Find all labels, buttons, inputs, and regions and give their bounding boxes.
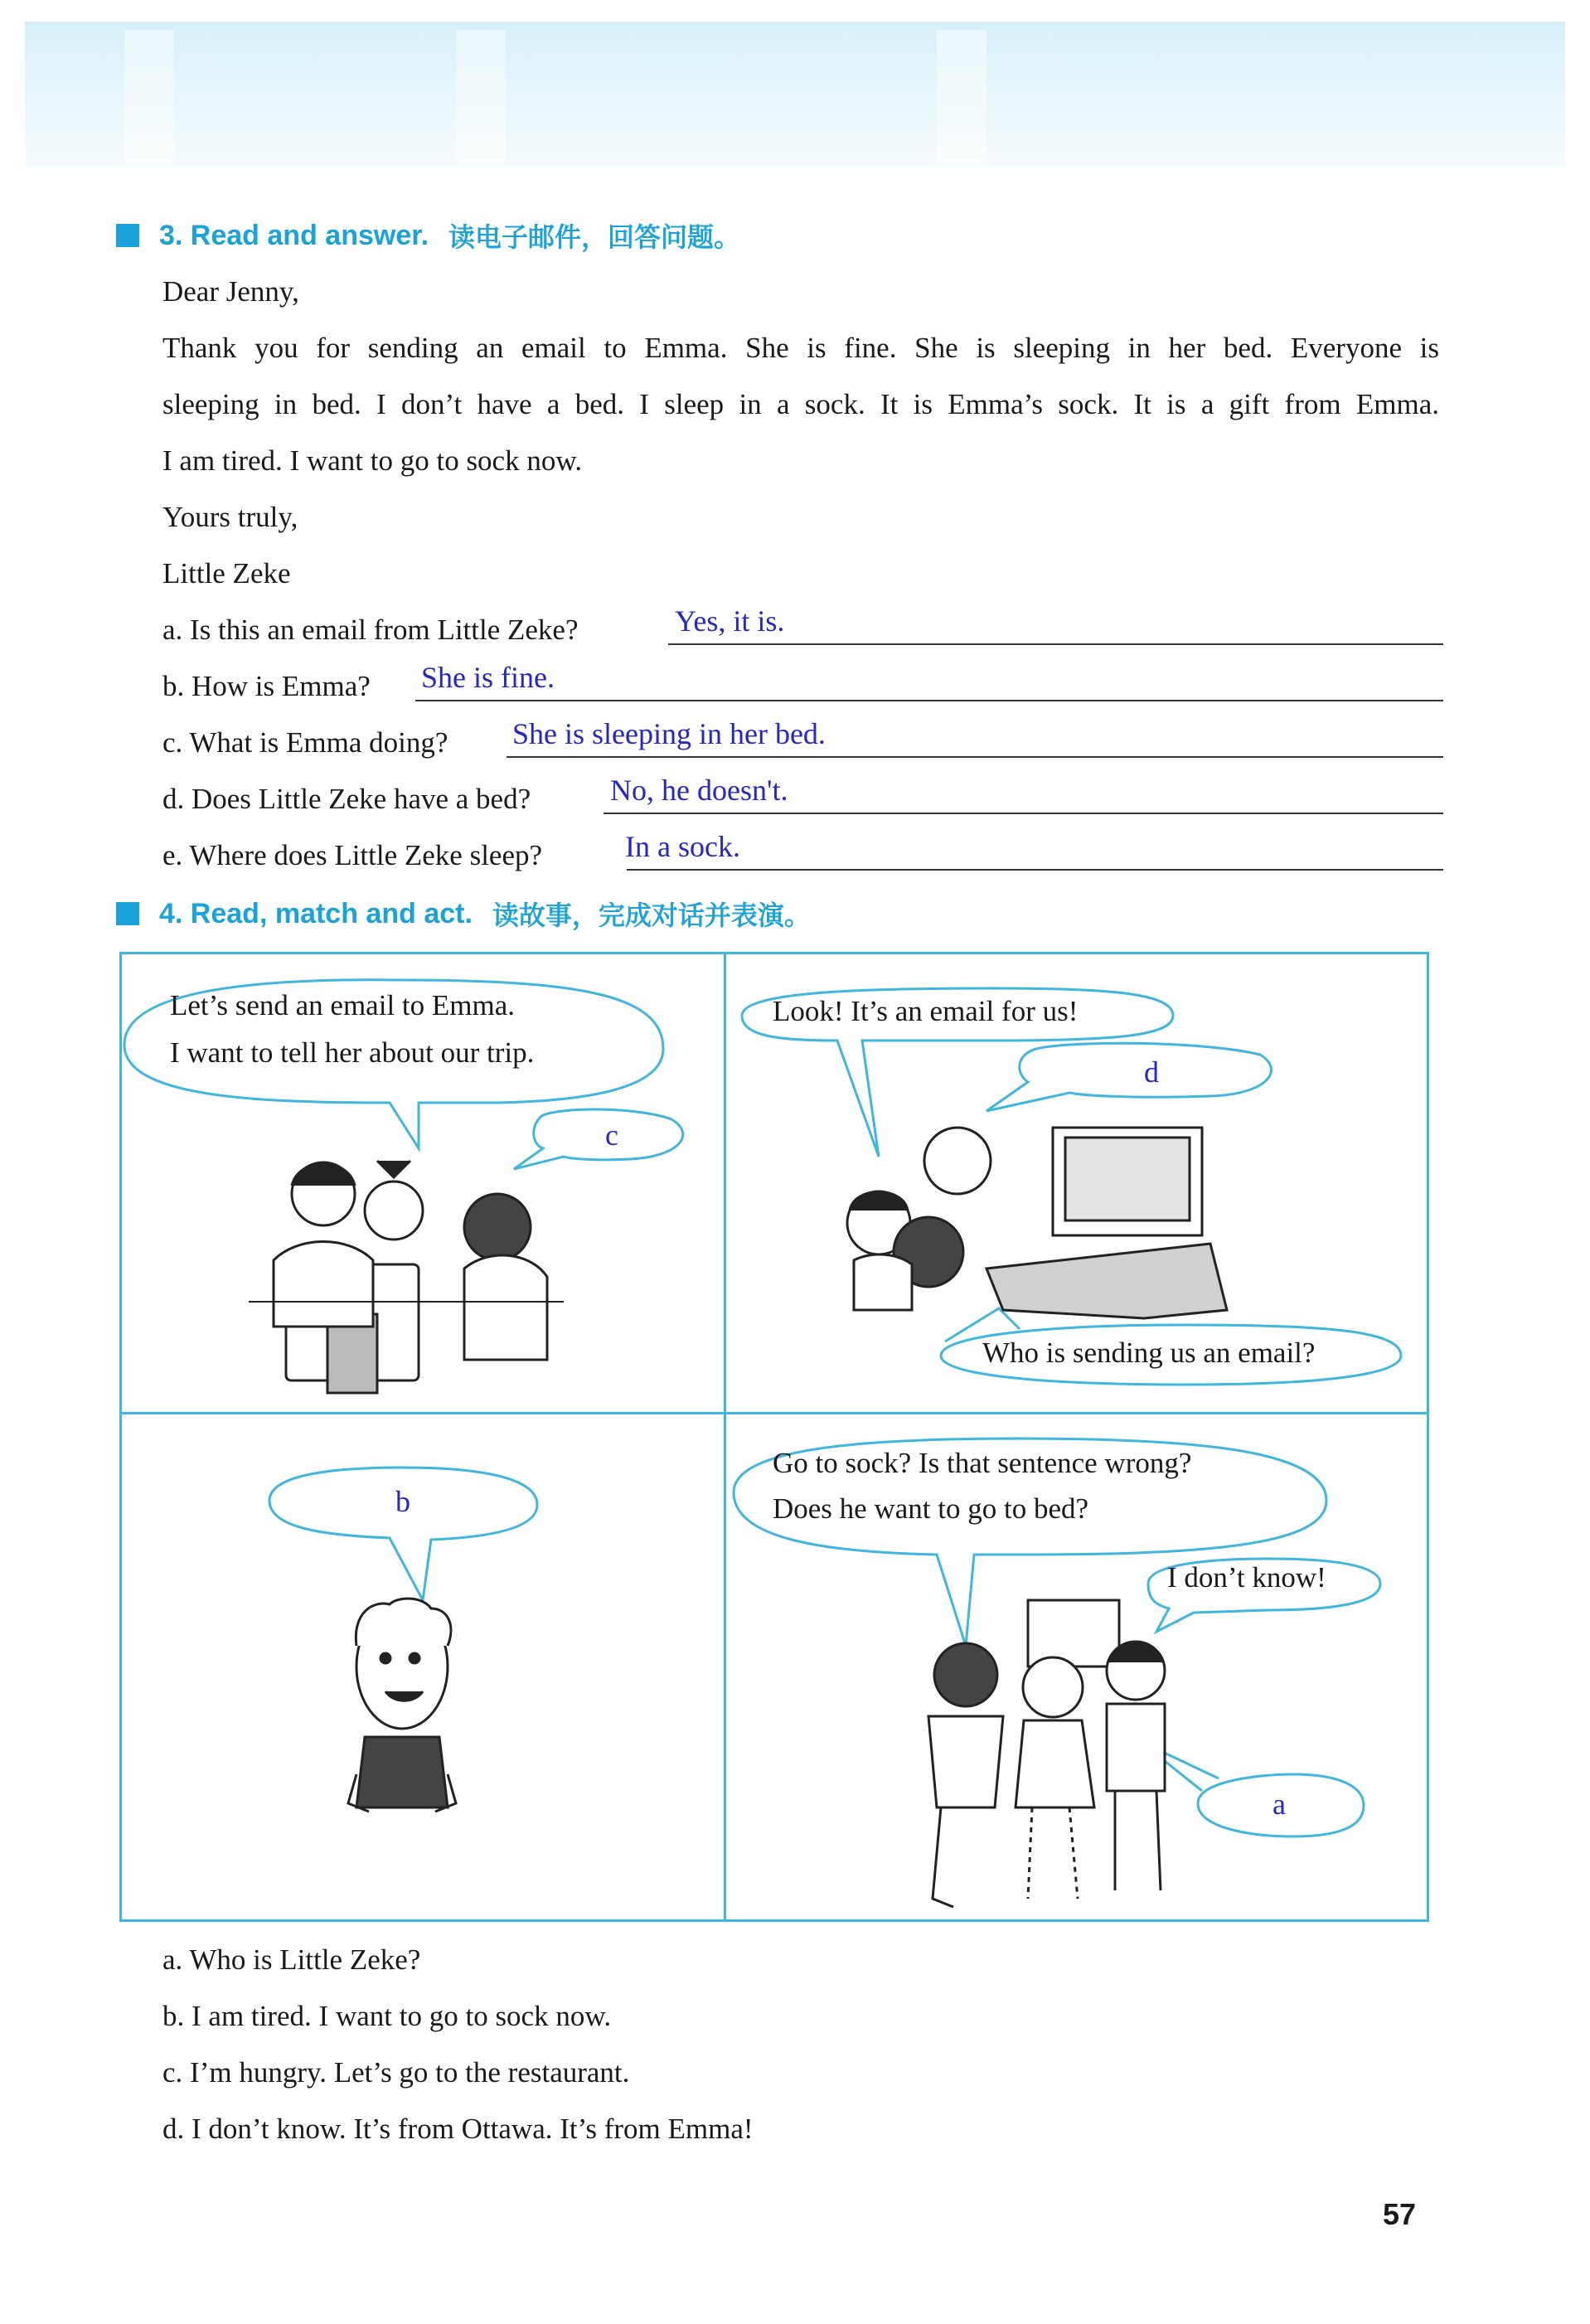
email-body-line-2: sleeping in bed. I don’t have a bed. I sleep in a sock. It is Emma’s sock. It is a gift from Emma. (162, 388, 1439, 420)
panel2-bubble-top: Look! It’s an email for us! (773, 995, 1079, 1027)
page-number: 57 (1383, 2197, 1417, 2231)
panel2-answer-letter: d (1144, 1055, 1159, 1089)
speech-bubble-panel2-answer (986, 1043, 1272, 1111)
panel1-bubble-line2: I want to tell her about our trip. (170, 1036, 535, 1069)
answer-text: No, he doesn't. (610, 774, 788, 807)
question-text: c. What is Emma doing? (162, 726, 448, 759)
email-signature: Little Zeke (162, 557, 291, 589)
section-4-title: 4. Read, match and act. (159, 897, 473, 929)
three-friends-illustration (928, 1600, 1165, 1907)
panel1-answer-letter: c (605, 1118, 618, 1152)
option-d: d. I don’t know. It’s from Ottawa. It’s from Emma! (162, 2113, 754, 2145)
email-body-line-3: I am tired. I want to go to sock now. (162, 444, 583, 477)
little-zeke-illustration (348, 1599, 456, 1812)
option-b: b. I am tired. I want to go to sock now. (162, 2000, 612, 2032)
email-closing: Yours truly, (162, 501, 298, 533)
panel4-answer-letter: a (1272, 1788, 1286, 1821)
question-text: a. Is this an email from Little Zeke? (162, 614, 579, 646)
panel4-bubble-line2: Does he want to go to bed? (773, 1492, 1089, 1525)
option-a: a. Who is Little Zeke? (162, 1943, 421, 1976)
kids-reading-email-illustration (847, 1128, 1227, 1318)
answer-text: Yes, it is. (675, 604, 785, 638)
panel4-bubble-right: I don’t know! (1167, 1561, 1326, 1594)
kids-at-computer-illustration (249, 1161, 564, 1393)
panel1-bubble-line1: Let’s send an email to Emma. (170, 989, 516, 1021)
option-c: c. I’m hungry. Let’s go to the restaurant. (162, 2056, 630, 2089)
question-text: d. Does Little Zeke have a bed? (162, 783, 531, 815)
section-3-title: 3. Read and answer. (159, 219, 429, 251)
email-greeting: Dear Jenny, (162, 275, 299, 308)
answer-text: She is fine. (421, 661, 555, 694)
panel4-bubble-line1: Go to sock? Is that sentence wrong? (773, 1447, 1192, 1479)
question-text: b. How is Emma? (162, 670, 371, 702)
panel2-bubble-bottom: Who is sending us an email? (982, 1337, 1316, 1369)
question-text: e. Where does Little Zeke sleep? (162, 839, 543, 871)
answer-text: In a sock. (625, 830, 740, 863)
section-4-title-cn: 读故事，完成对话并表演。 (492, 900, 811, 931)
answer-text: She is sleeping in her bed. (512, 717, 826, 750)
panel3-answer-letter: b (395, 1485, 410, 1518)
email-body-line-1: Thank you for sending an email to Emma. She is fine. She is sleeping in her bed. Everyone is (162, 332, 1439, 364)
section-3-title-cn: 读电子邮件，回答问题。 (448, 221, 741, 253)
speech-bubble-panel1-answer (514, 1109, 683, 1169)
speech-bubble-panel4-answer (1140, 1741, 1364, 1836)
